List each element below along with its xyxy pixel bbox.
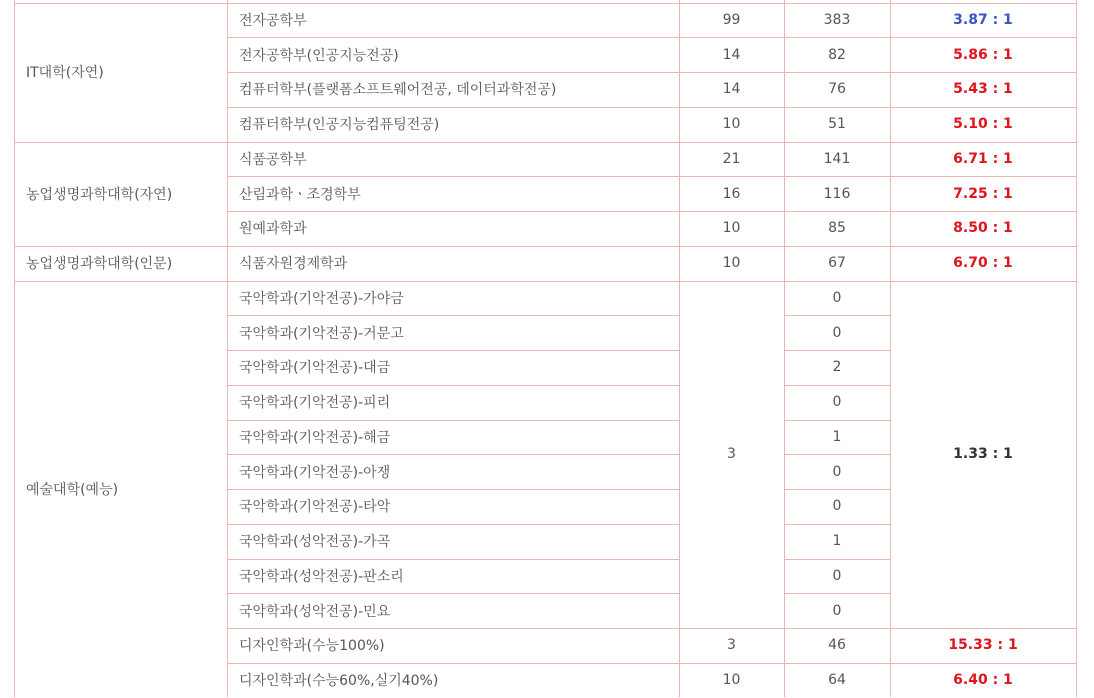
- applicants-cell: 141: [823, 150, 851, 167]
- merged-quota-cell: 3: [727, 446, 736, 463]
- department-cell: 국악학과(기악전공)-타악: [239, 499, 391, 516]
- department-cell: 국악학과(기악전공)-피리: [239, 395, 391, 412]
- column-divider: [679, 0, 680, 697]
- competition-ratio-cell: 8.50 : 1: [953, 220, 1013, 237]
- column-divider: [1076, 0, 1077, 697]
- quota-cell: 21: [722, 150, 741, 167]
- applicants-cell: 116: [823, 185, 851, 202]
- applicants-cell: 82: [828, 46, 846, 63]
- competition-ratio-cell: 6.70 : 1: [953, 255, 1013, 272]
- applicants-cell: 2: [832, 359, 842, 376]
- competition-ratio-cell: 5.86 : 1: [953, 46, 1013, 63]
- quota-cell: 10: [722, 672, 741, 689]
- quota-cell: 14: [722, 46, 741, 63]
- applicants-cell: 0: [832, 324, 842, 341]
- department-cell: 국악학과(기악전공)-대금: [239, 360, 391, 377]
- applicants-cell: 67: [828, 255, 846, 272]
- department-cell: 식품자원경제학과: [239, 256, 348, 273]
- applicants-cell: 0: [832, 289, 842, 306]
- department-cell: 국악학과(기악전공)-해금: [239, 429, 391, 446]
- applicants-cell: 0: [832, 394, 842, 411]
- department-cell: 국악학과(성악전공)-민요: [239, 603, 391, 620]
- college-cell: 농업생명과학대학(자연): [26, 186, 173, 203]
- department-cell: 디자인학과(수능60%,실기40%): [239, 673, 439, 690]
- department-cell: 식품공학부: [239, 151, 307, 168]
- applicants-cell: 383: [823, 11, 851, 28]
- quota-cell: 3: [727, 637, 736, 654]
- quota-cell: 14: [722, 81, 741, 98]
- department-cell: 산림과학ㆍ조경학부: [239, 186, 361, 203]
- department-cell: 컴퓨터학부(인공지능컴퓨팅전공): [239, 117, 440, 134]
- applicants-cell: 0: [832, 498, 842, 515]
- quota-cell: 16: [722, 185, 741, 202]
- applicants-cell: 1: [832, 428, 842, 445]
- applicants-cell: 51: [828, 116, 846, 133]
- department-cell: 국악학과(성악전공)-판소리: [239, 568, 404, 585]
- column-divider: [784, 0, 785, 697]
- competition-ratio-cell: 15.33 : 1: [948, 637, 1018, 654]
- column-divider: [14, 0, 15, 697]
- department-cell: 국악학과(기악전공)-가야금: [239, 290, 404, 307]
- competition-ratio-cell: 3.87 : 1: [953, 11, 1013, 28]
- department-cell: 디자인학과(수능100%): [239, 638, 385, 655]
- competition-ratio-cell: 5.43 : 1: [953, 81, 1013, 98]
- quota-cell: 10: [722, 220, 741, 237]
- competition-ratio-cell: 7.25 : 1: [953, 185, 1013, 202]
- applicants-cell: 0: [832, 567, 842, 584]
- applicants-cell: 0: [832, 463, 842, 480]
- applicants-cell: 1: [832, 533, 842, 550]
- competition-ratio-cell: 6.40 : 1: [953, 672, 1013, 689]
- applicants-cell: 64: [828, 672, 846, 689]
- competition-ratio-cell: 5.10 : 1: [953, 116, 1013, 133]
- quota-cell: 10: [722, 116, 741, 133]
- department-cell: 전자공학부(인공지능전공): [239, 47, 399, 64]
- table-top-border: [14, 3, 1076, 4]
- competition-ratio-cell: 6.71 : 1: [953, 150, 1013, 167]
- department-cell: 국악학과(기악전공)-아쟁: [239, 464, 391, 481]
- college-cell: 예술대학(예능): [26, 482, 119, 498]
- college-cell: 농업생명과학대학(인문): [26, 256, 173, 273]
- applicants-cell: 46: [828, 637, 846, 654]
- college-cell: IT대학(자연): [26, 65, 104, 81]
- quota-cell: 99: [722, 11, 741, 28]
- column-divider: [227, 0, 228, 697]
- department-cell: 국악학과(성악전공)-가곡: [239, 534, 391, 551]
- merged-competition-ratio-cell: 1.33 : 1: [953, 446, 1013, 463]
- department-cell: 전자공학부: [239, 12, 307, 29]
- applicants-cell: 76: [828, 81, 846, 98]
- applicants-cell: 85: [828, 220, 846, 237]
- department-cell: 컴퓨터학부(플랫폼소프트웨어전공, 데이터과학전공): [239, 82, 557, 99]
- department-cell: 원예과학과: [239, 221, 307, 238]
- department-cell: 국악학과(기악전공)-거문고: [239, 325, 404, 342]
- column-divider: [890, 0, 891, 697]
- quota-cell: 10: [722, 255, 741, 272]
- applicants-cell: 0: [832, 602, 842, 619]
